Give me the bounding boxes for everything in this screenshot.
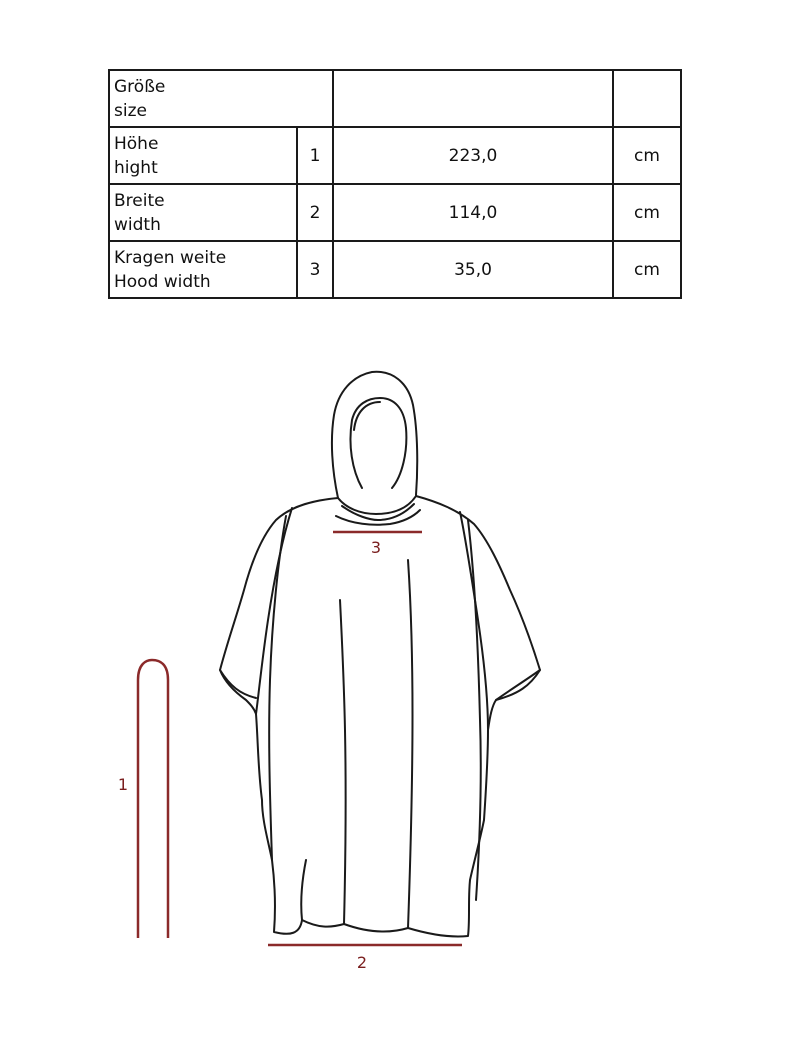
hood-width-label: 3	[370, 538, 382, 557]
hem-fold	[301, 860, 306, 920]
row-value: 114,0	[333, 184, 613, 241]
fold-line-center-right	[408, 560, 413, 928]
poncho-body-outline	[220, 496, 540, 937]
row-value: 223,0	[333, 127, 613, 184]
hood-outline	[332, 372, 417, 498]
row-label-cell	[109, 184, 297, 241]
table-row	[109, 127, 681, 184]
table-header-row	[109, 70, 681, 127]
row-unit: cm	[613, 184, 681, 241]
size-table	[108, 69, 682, 299]
height-label: 1	[117, 775, 129, 794]
row-label-en: hight	[114, 158, 158, 178]
table-row	[109, 241, 681, 298]
poncho-diagram	[0, 300, 787, 1049]
fold-line-left-2	[269, 516, 286, 860]
row-label-cell	[109, 127, 297, 184]
header-size-de: Größe	[114, 77, 166, 97]
fold-line-right-2	[468, 520, 481, 900]
header-size-en: size	[114, 101, 147, 121]
row-label-de: Breite	[114, 191, 165, 211]
header-size-cell	[109, 70, 333, 127]
table-row	[109, 184, 681, 241]
row-index: 2	[297, 184, 333, 241]
row-unit: cm	[613, 241, 681, 298]
collar-line	[336, 510, 420, 525]
fold-line-right	[460, 512, 488, 730]
row-index: 3	[297, 241, 333, 298]
row-label-en: Hood width	[114, 272, 211, 292]
row-label-de: Kragen weite	[114, 248, 227, 268]
row-unit: cm	[613, 127, 681, 184]
header-empty-unit	[613, 70, 681, 127]
width-label: 2	[356, 953, 368, 972]
row-label-de: Höhe	[114, 134, 159, 154]
row-label-cell	[109, 241, 297, 298]
face-outline	[350, 398, 406, 488]
row-index: 1	[297, 127, 333, 184]
height-marker	[138, 660, 168, 938]
header-empty-value	[333, 70, 613, 127]
row-label-en: width	[114, 215, 161, 235]
row-value: 35,0	[333, 241, 613, 298]
fold-line-center	[340, 600, 346, 924]
